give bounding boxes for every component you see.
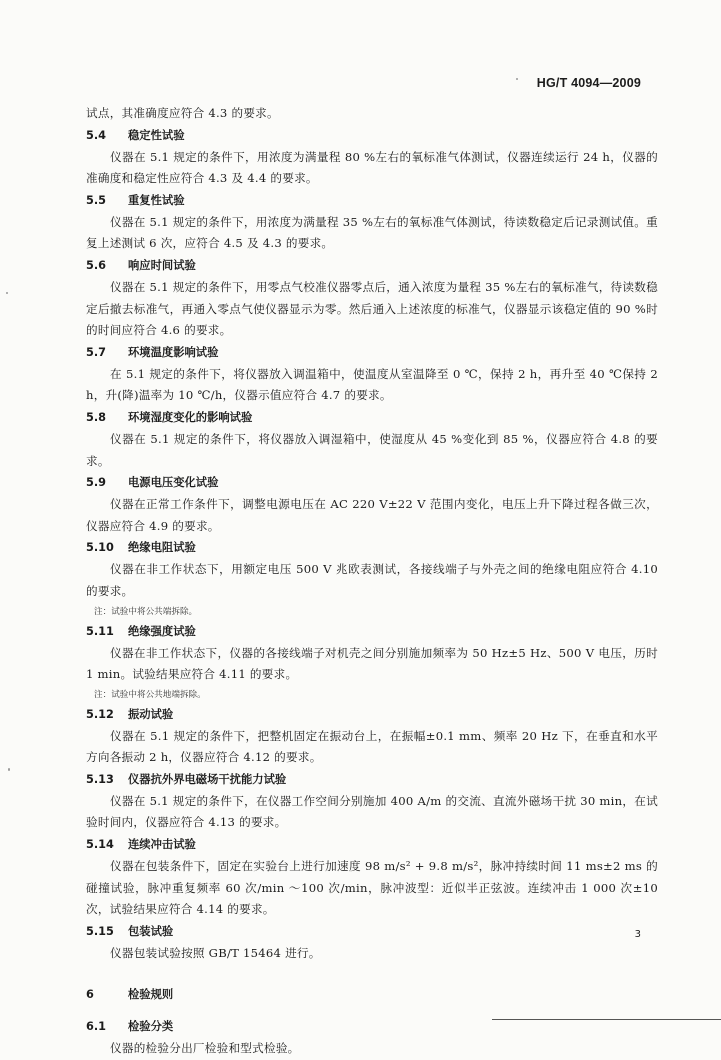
section-heading [86, 255, 658, 277]
section-number: 5.14 [86, 838, 114, 852]
section-title: 连续冲击试验 [128, 838, 196, 852]
body-paragraph: 仪器在 5.1 规定的条件下，用浓度为满量程 35 %左右的氧标准气体测试，待读数稳定后记录测试值。重复上述测试 6 次，应符合 4.5 及 4.3 的要求。 [86, 214, 658, 251]
body-paragraph: 仪器在正常工作条件下，调整电源电压在 AC 220 V±22 V 范围内变化，电压上升下降过程各做三次，仪器应符合 4.9 的要求。 [86, 497, 658, 533]
section-title: 电源电压变化试验 [128, 476, 219, 490]
section-title: 振动试验 [128, 707, 174, 721]
section-heading [86, 125, 658, 147]
section-title: 检验分类 [128, 1020, 174, 1034]
section-title: 绝缘电阻试验 [128, 541, 196, 555]
scan-speck [516, 78, 518, 80]
note-text: 注：试验中将公共地端拆除。 [94, 689, 206, 700]
section-title: 绝缘强度试验 [128, 624, 196, 638]
section-title: 环境温度影响试验 [128, 345, 219, 359]
section-title: 包装试验 [128, 924, 174, 938]
section-number: 6 [86, 988, 94, 1002]
body-paragraph: 仪器在非工作状态下，仪器的各接线端子对机壳之间分别施加频率为 50 Hz±5 Hz、500 V 电压，历时 1 min。试验结果应符合 4.11 的要求。 [86, 645, 658, 682]
section-title: 检验规则 [128, 988, 174, 1002]
bottom-rule [492, 1019, 721, 1020]
body-paragraph: 在 5.1 规定的条件下，将仪器放入调温箱中，使温度从室温降至 0 ℃，保持 2 h，再升至 40 ℃保持 2 h，升(降)温率为 10 ℃/h，仪器示值应符合 4.7 的要求。 [86, 366, 658, 403]
section-heading [86, 342, 658, 364]
section-heading [86, 921, 658, 943]
body-paragraph: 仪器在 5.1 规定的条件下，将仪器放入调湿箱中，使湿度从 45 %变化到 85 %，仪器应符合 4.8 的要求。 [86, 431, 658, 468]
body-paragraph: 仪器的检验分出厂检验和型式检验。 [110, 1041, 300, 1056]
section-number: 5.7 [86, 345, 107, 359]
section-heading [86, 190, 658, 212]
section-title: 重复性试验 [128, 193, 185, 207]
section-number: 5.10 [86, 541, 114, 555]
section-heading [86, 472, 658, 494]
section-heading [86, 537, 658, 559]
section-heading [86, 704, 658, 726]
section-heading [86, 834, 658, 856]
body-paragraph: 仪器在 5.1 规定的条件下，用零点气校准仪器零点后，通入浓度为量程 35 %左右的氧标准气，待读数稳定后撤去标准气，再通入零点气使仪器显示为零。然后通入上述浓度的标准气，仪器显示该稳定值的 90 %时的时间应符合 4.6 的要求。 [86, 279, 658, 338]
body-paragraph: 仪器在 5.1 规定的条件下，用浓度为满量程 80 %左右的氧标准气体测试，仪器连续运行 24 h，仪器的准确度和稳定性应符合 4.3 及 4.4 的要求。 [86, 149, 658, 186]
body-paragraph: 仪器在包装条件下，固定在实验台上进行加速度 98 m/s² + 9.8 m/s²，脉冲持续时间 11 ms±2 ms 的碰撞试验，脉冲重复频率 60 次/min ～100 次/min，脉冲波型：近似半正弦波。连续冲击 1 000 次±10 次，试验结果应符合 4.14 的要求。 [86, 859, 658, 917]
section-heading [86, 769, 658, 791]
section-number: 5.12 [86, 707, 114, 721]
section-number: 5.5 [86, 193, 107, 207]
scan-speck [8, 768, 10, 771]
section-number: 5.13 [86, 772, 114, 786]
body-paragraph: 试点，其准确度应符合 4.3 的要求。 [86, 106, 279, 120]
page-number: 3 [634, 929, 641, 940]
section-number: 5.9 [86, 476, 107, 490]
scan-speck [6, 292, 8, 294]
note-text: 注：试验中将公共端拆除。 [94, 606, 198, 617]
section-number: 5.4 [86, 128, 107, 142]
section-number: 6.1 [86, 1020, 107, 1034]
page-body [86, 103, 658, 1060]
section-number: 5.8 [86, 410, 107, 424]
body-paragraph: 仪器在 5.1 规定的条件下，把整机固定在振动台上，在振幅±0.1 mm、频率 20 Hz 下，在垂直和水平方向各振动 2 h，仪器应符合 4.12 的要求。 [86, 728, 658, 765]
body-paragraph: 仪器在非工作状态下，用额定电压 500 V 兆欧表测试，各接线端子与外壳之间的绝缘电阻应符合 4.10 的要求。 [86, 562, 658, 598]
section-heading [86, 984, 658, 1006]
section-number: 5.11 [86, 624, 114, 638]
section-title: 环境湿度变化的影响试验 [128, 410, 253, 424]
body-paragraph: 仪器包装试验按照 GB/T 15464 进行。 [110, 945, 321, 960]
section-title: 响应时间试验 [128, 258, 196, 272]
section-number: 5.6 [86, 258, 107, 272]
standard-code: HG/T 4094—2009 [536, 76, 641, 90]
section-heading [86, 407, 658, 429]
section-number: 5.15 [86, 924, 114, 938]
section-title: 稳定性试验 [128, 128, 185, 142]
section-title: 仪器抗外界电磁场干扰能力试验 [128, 772, 287, 786]
body-paragraph: 仪器在 5.1 规定的条件下，在仪器工作空间分别施加 400 A/m 的交流、直流外磁场干扰 30 min，在试验时间内，仪器应符合 4.13 的要求。 [86, 793, 658, 830]
section-heading [86, 621, 658, 643]
